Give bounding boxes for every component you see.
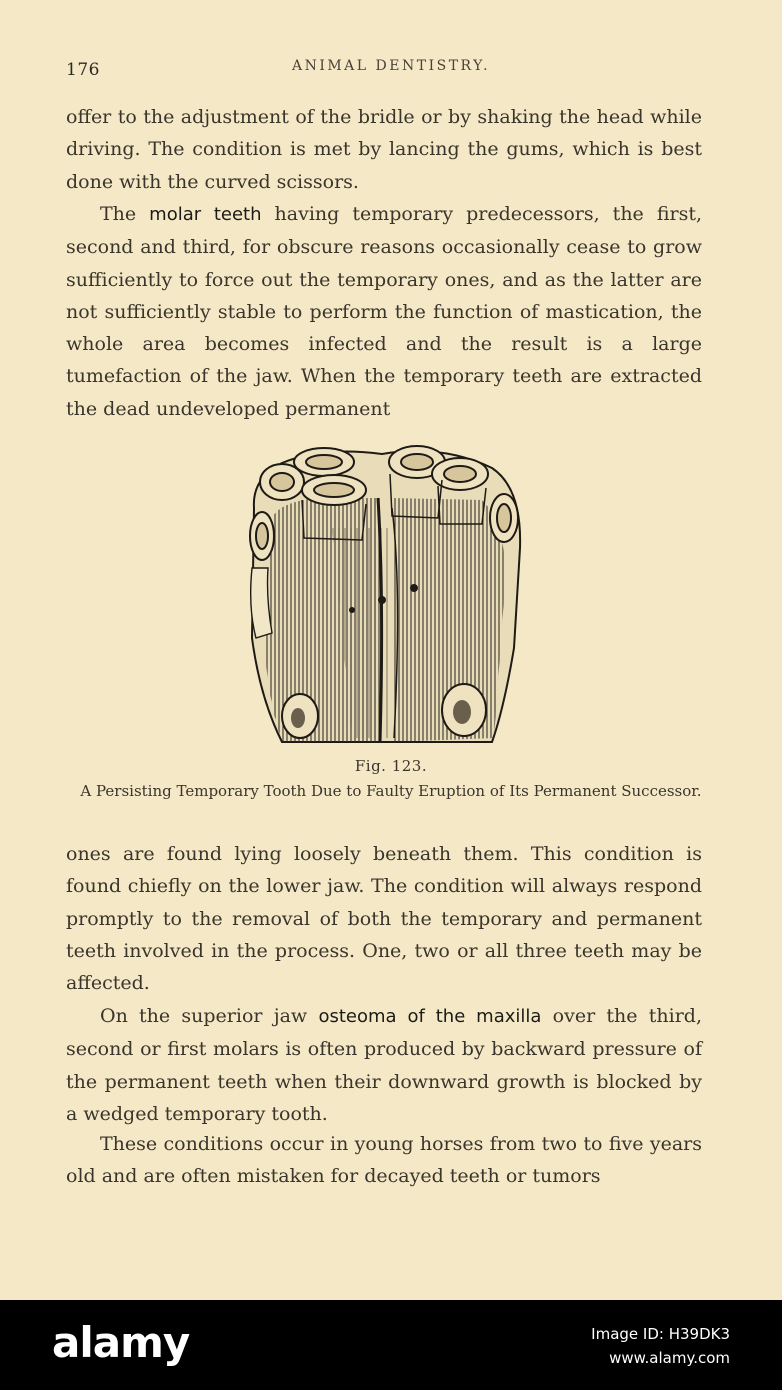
figure-label: Fig. 123. bbox=[354, 757, 428, 775]
figure-caption: A Persisting Temporary Tooth Due to Faulty Eruption of Its Permanent Successor. bbox=[80, 782, 702, 800]
footer-info bbox=[591, 1322, 730, 1370]
paragraph-4-text-a: On the superior jaw bbox=[100, 1005, 319, 1027]
site-url: www.alamy.com bbox=[609, 1349, 730, 1367]
alamy-logo: alamy bbox=[52, 1318, 190, 1367]
highlight-molar-teeth: molar teeth bbox=[149, 204, 262, 225]
running-head: ANIMAL DENTISTRY. bbox=[291, 58, 491, 74]
paragraph-4 bbox=[66, 1000, 702, 1130]
highlight-osteoma-of-the-maxilla: osteoma of the maxilla bbox=[318, 1006, 542, 1027]
page-number: 176 bbox=[66, 60, 100, 80]
image-id: Image ID: H39DK3 bbox=[591, 1325, 730, 1343]
paragraph-1: offer to the adjustment of the bridle or by shaking the head while driving. The condition is met by lancing the gums, which is best done with the curved scissors. bbox=[66, 106, 702, 193]
paragraph-5: These conditions occur in young horses from two to five years old and are often mistaken for decayed teeth or tumors bbox=[66, 1133, 702, 1188]
paragraph-2-text-b: having temporary predecessors, the first, second and third, for obscure reasons occasionally cease to grow sufficiently to force out the temporary ones, and as the latter are not sufficiently stable to perform the function of mastication, the whole area becomes infected and the result is a large tumefaction of the jaw. When the temporary teeth are extracted the dead undeveloped permanent bbox=[66, 203, 702, 420]
paragraph-2 bbox=[66, 198, 702, 425]
paragraph-2-text-a: The bbox=[100, 203, 150, 225]
paragraph-3: ones are found lying loosely beneath them. This condition is found chiefly on the lower jaw. The condition will always respond promptly to the removal of both the temporary and permanent teeth involved in the process. One, two or all three teeth may be affected. bbox=[66, 843, 702, 995]
tooth-illustration bbox=[242, 438, 524, 744]
paragraph-4-text-b: over the third, second or first molars is often produced by backward pressure of the permanent teeth when their downward growth is blocked by a wedged temporary tooth. bbox=[66, 1005, 702, 1125]
